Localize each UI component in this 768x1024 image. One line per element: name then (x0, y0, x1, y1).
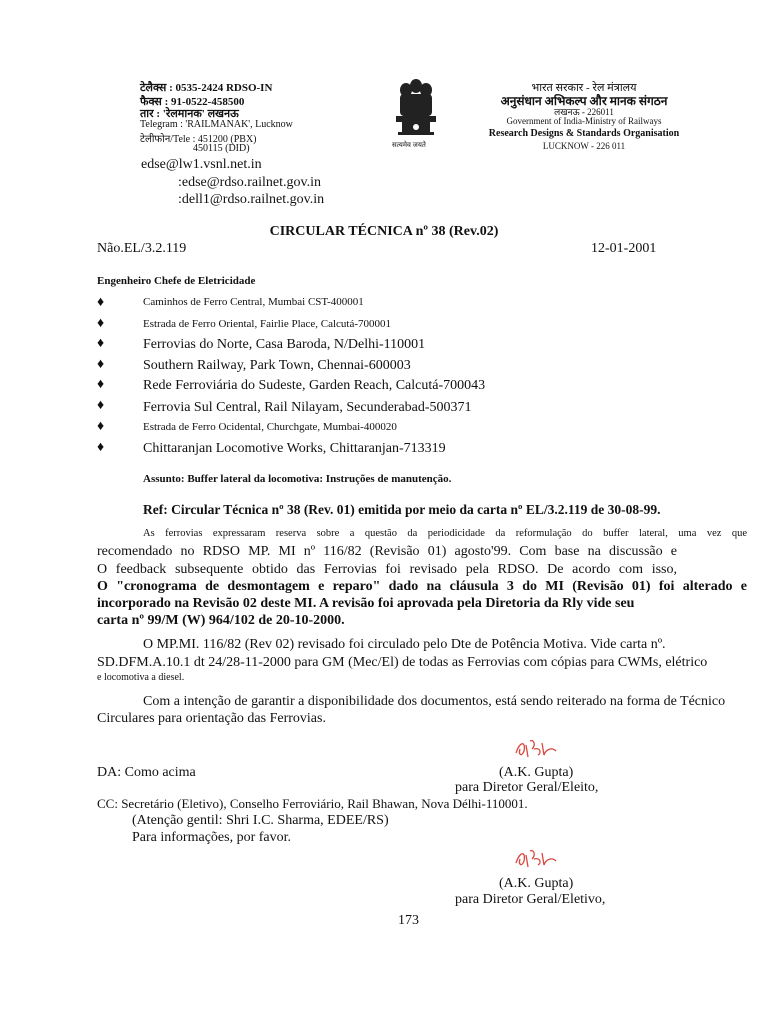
email-3: :dell1@rdso.railnet.gov.in (178, 192, 325, 207)
page-number: 173 (398, 913, 419, 928)
document-title: CIRCULAR TÉCNICA nº 38 (Rev.02) (269, 224, 499, 239)
recipient-item: Caminhos de Ferro Central, Mumbai CST-400001 (143, 296, 364, 308)
bullet-icon: ♦ (97, 357, 105, 372)
signatory-title-2: para Diretor Geral/Eletivo, (455, 892, 606, 907)
paragraph-1-line-3: O feedback subsequente obtido das Ferrovias foi revisado pela RDSO. De acordo com isso, (97, 562, 677, 577)
bullet-icon: ♦ (97, 336, 105, 351)
signatory-name-1: (A.K. Gupta) (499, 765, 574, 780)
email-1: edse@lw1.vsnl.net.in (141, 157, 262, 172)
org-hindi-line: अनुसंधान अभिकल्प और मानक संगठन (500, 94, 668, 108)
national-emblem-icon (390, 76, 442, 150)
city-english-line: LUCKNOW - 226 011 (542, 141, 626, 151)
cc-info: Para informações, por favor. (132, 830, 291, 845)
paragraph-1-line-2: recomendado no RDSO MP. MI nº 116/82 (Revisão 01) agosto'99. Com base na discussão e (97, 544, 677, 559)
fax-line: फैक्स : 91-0522-458500 (140, 96, 245, 108)
cc-line: CC: Secretário (Eletivo), Conselho Ferroviário, Rail Bhawan, Nova Délhi-110001. (97, 796, 528, 811)
recipient-item: Southern Railway, Park Town, Chennai-600003 (143, 358, 411, 373)
recipient-item: Chittaranjan Locomotive Works, Chittaranjan-713319 (143, 441, 446, 456)
recipient-item: Estrada de Ferro Ocidental, Churchgate, Mumbai-400020 (143, 421, 397, 433)
telephone-line-2: 450115 (DID) (193, 143, 250, 154)
telegram-line: Telegram : 'RAILMANAK', Lucknow (140, 119, 293, 130)
paragraph-1-line-4: O "cronograma de desmontagem e reparo" dado na cláusula 3 do MI (Revisão 01) foi alterado e (97, 579, 747, 594)
paragraph-2-line-3: e locomotiva a diesel. (97, 672, 185, 683)
bullet-icon: ♦ (97, 419, 105, 434)
reference-number: Não.EL/3.2.119 (97, 241, 187, 256)
paragraph-2-line-2: SD.DFM.A.10.1 dt 24/28-11-2000 para GM (Mec/El) de todas as Ferrovias com cópias para CWMs, elétrico (97, 655, 708, 670)
signatory-name-2: (A.K. Gupta) (499, 876, 574, 891)
gov-hindi-line: भारत सरकार - रेल मंत्रालय (531, 82, 637, 94)
signatory-title-1: para Diretor Geral/Eleito, (455, 780, 599, 795)
signature-2 (512, 845, 562, 873)
subject-line: Assunto: Buffer lateral da locomotiva: Instruções de manutenção. (143, 473, 452, 485)
telex-line: टेलैक्स : 0535-2424 RDSO-IN (140, 82, 273, 94)
paragraph-1-line-1: As ferrovias expressaram reserva sobre a questão da periodicidade da reformulação do buffer lateral, uma vez que (143, 528, 747, 539)
city-hindi-line: लखनऊ - 226011 (554, 107, 614, 117)
document-date: 12-01-2001 (591, 241, 657, 256)
bullet-icon: ♦ (97, 316, 105, 331)
reference-line: Ref: Circular Técnica nº 38 (Rev. 01) emitida por meio da carta nº EL/3.2.119 de 30-08-99. (143, 502, 661, 517)
paragraph-3-line-2: Circulares para orientação das Ferrovias. (97, 711, 326, 726)
signature-1 (512, 735, 562, 763)
email-2: :edse@rdso.railnet.gov.in (178, 175, 322, 190)
bullet-icon: ♦ (97, 440, 105, 455)
paragraph-1-line-6: carta nº 99/M (W) 964/102 de 20-10-2000. (97, 613, 345, 628)
recipient-item: Estrada de Ferro Oriental, Fairlie Place, Calcutá-700001 (143, 318, 392, 330)
gov-english-line: Government of India-Ministry of Railways (506, 116, 662, 126)
org-english-line: Research Designs & Standards Organisation (488, 128, 680, 139)
telephone-line: टेलीफोन/Tele : 451200 (PBX) (140, 134, 257, 145)
paragraph-1-line-5: incorporado na Revisão 02 deste MI. A revisão foi aprovada pela Diretoria da Rly vide seu (97, 596, 635, 611)
attachment-note: DA: Como acima (97, 765, 196, 780)
cc-attention: (Atenção gentil: Shri I.C. Sharma, EDEE/RS) (132, 813, 389, 828)
addressee: Engenheiro Chefe de Eletricidade (97, 275, 256, 287)
telegram-hindi-line: तार : 'रेलमानक' लखनऊ (140, 108, 239, 120)
recipient-item: Ferrovia Sul Central, Rail Nilayam, Secunderabad-500371 (143, 400, 472, 415)
bullet-icon: ♦ (97, 398, 105, 413)
emblem-caption: सत्यमेव जयते (392, 141, 426, 149)
recipient-item: Ferrovias do Norte, Casa Baroda, N/Delhi-110001 (143, 337, 426, 352)
paragraph-2-line-1: O MP.MI. 116/82 (Rev 02) revisado foi circulado pelo Dte de Potência Motiva. Vide carta nº. (143, 637, 666, 652)
bullet-icon: ♦ (97, 295, 105, 310)
paragraph-3-line-1: Com a intenção de garantir a disponibilidade dos documentos, está sendo reiterado na forma de Técnico (143, 694, 726, 709)
recipient-item: Rede Ferroviária do Sudeste, Garden Reach, Calcutá-700043 (143, 378, 486, 393)
bullet-icon: ♦ (97, 377, 105, 392)
